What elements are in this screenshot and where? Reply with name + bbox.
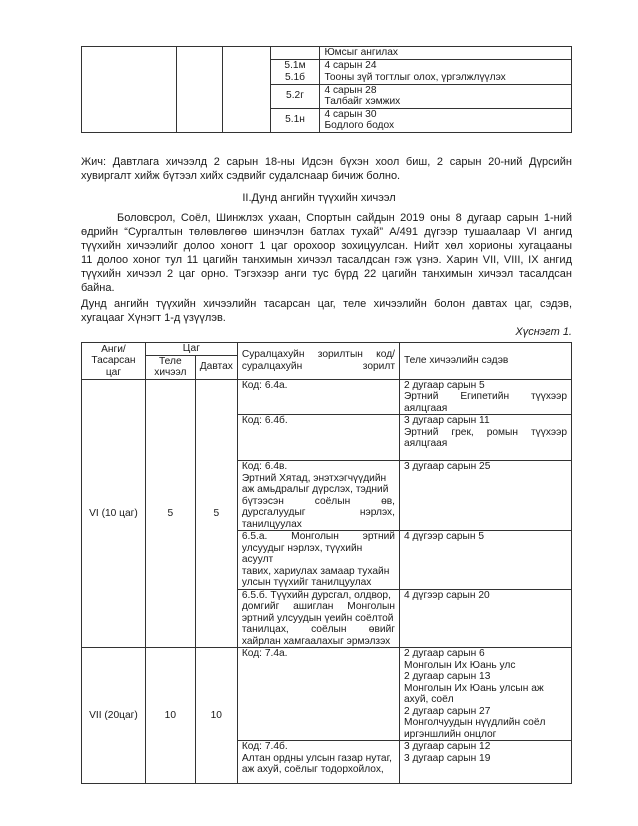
code-cell xyxy=(270,59,320,84)
objective-text: тавих, хариулах замаар тухайн xyxy=(241,565,390,577)
objective-text: Код: 7.4а. xyxy=(241,648,288,659)
paragraph-line: байна. xyxy=(81,282,115,294)
topic-cell xyxy=(399,741,571,784)
topic-text: Бодлого бодох xyxy=(324,120,395,131)
header-tele-lesson xyxy=(145,355,195,379)
topic-cell xyxy=(399,461,571,531)
objective-cell xyxy=(237,461,399,531)
empty-cell xyxy=(222,47,270,133)
objective-text: аж ахуй, соёлыг тодорхойлох, xyxy=(241,764,384,775)
objective-text: дурсгалуудыг нэрлэх, xyxy=(241,507,395,518)
paragraph-line: өдрийн “Сургалтын төлөвлөгөө шинэчлэн батлах тухай” А/491 дүгээр тушаалаар VI ангид xyxy=(81,226,572,238)
topic-text: 3 дугаар сарын 19 xyxy=(403,752,491,764)
topic-text: Талбайг хэмжих xyxy=(324,96,401,107)
objective-text: танилцах, соёлын өвийг xyxy=(241,624,395,635)
empty-cell xyxy=(82,47,177,133)
grade-cell: VI (10 цаг) xyxy=(82,379,146,648)
topic-text: иргэншлийн онцлог xyxy=(403,728,497,740)
table-caption: Хүснэгт 1. xyxy=(515,326,572,338)
code-text: 5.1м xyxy=(284,59,306,71)
objective-text: Код: 6.4а. xyxy=(241,379,288,391)
objective-text: домгийг ашиглан Монголын xyxy=(241,601,395,612)
objective-text: бүтээсэн соёлын өв, xyxy=(241,495,395,507)
header-text: Теле xyxy=(159,355,182,367)
objective-text: танилцуулах xyxy=(241,518,302,530)
topic-text: 2 дугаар сарын 13 xyxy=(403,671,491,682)
code-cell xyxy=(270,47,320,60)
objective-text: Код: 6.4в. xyxy=(241,461,288,472)
topic-text: 4 сарын 30 xyxy=(324,108,377,120)
topic-text: аялцгаая xyxy=(403,402,448,414)
header-text: Тасарсан xyxy=(91,355,136,366)
header-tele-topic: Теле хичээлийн сэдэв xyxy=(399,343,571,380)
topic-text: Монголын Их Юань улс xyxy=(403,659,516,671)
objective-cell xyxy=(237,648,399,741)
topic-text: Монголын Их Юань улсын аж xyxy=(403,682,544,694)
empty-cell xyxy=(176,47,222,133)
paragraph-summary xyxy=(81,297,572,325)
topic-text: ахуй, соёл xyxy=(403,694,454,705)
header-text: хичээл xyxy=(154,367,187,378)
topic-text: Монголчуудын нүүдлийн соёл xyxy=(403,717,546,728)
tele-count-cell: 10 xyxy=(145,648,195,784)
topic-text: 2 дугаар сарын 6 xyxy=(403,648,485,659)
objective-text: улсын түүхийг танилцуулах xyxy=(241,577,372,588)
paragraph-intro xyxy=(81,211,572,295)
paragraph-line: хугацааг Хүнэгт 1-д үзүүлэв. xyxy=(81,312,226,324)
topic-text: 4 сарын 28 xyxy=(324,84,377,96)
topic-text: 2 дугаар сарын 27 xyxy=(403,705,491,717)
topic-text: 3 дугаар сарын 12 xyxy=(403,741,491,752)
objective-text: улсуудыг нэрлэх, түүхийн асуулт xyxy=(241,542,363,565)
topic-text: Тооны зүй тогтлыг олох, үргэлжлүүлэх xyxy=(324,71,506,83)
code-cell: 5.1н xyxy=(270,108,320,132)
topic-cell xyxy=(320,59,572,84)
topic-cell: Юмсыг ангилах xyxy=(320,47,572,60)
code-cell: 5.2г xyxy=(270,84,320,108)
topic-cell xyxy=(399,589,571,648)
header-grade xyxy=(82,343,146,380)
topic-text: 3 дугаар сарын 11 xyxy=(403,415,490,426)
header-review: Давтах xyxy=(195,355,237,379)
header-hours: Цаг xyxy=(145,343,237,356)
topic-text: 3 дугаар сарын 25 xyxy=(403,461,491,472)
objective-cell xyxy=(237,531,399,590)
paragraph-line: Дунд ангийн түүхийн хичээлийн тасарсан цаг, теле хичээлийн болон давтах цаг, сэдэв, xyxy=(81,298,572,310)
tele-count-cell: 5 xyxy=(145,379,195,648)
header-objective: Суралцахуйн зорилтын код/ суралцахуйн зорилт xyxy=(237,343,399,380)
objective-text: Эртний Хятад, энэтхэгчүүдийн xyxy=(241,472,387,484)
header-text: Анги/ xyxy=(101,343,126,355)
continuation-table xyxy=(81,46,572,133)
objective-text: Код: 6.4б. xyxy=(241,415,288,426)
note-paragraph: Жич: Давтлага хичээлд 2 сарын 18-ны Идсэн бүхэн хоол биш, 2 сарын 20-ний Дүрсийн хувиргалт хийж бүтээл хийх сэдвийг судалснаар бичиж болно. xyxy=(81,156,572,182)
topic-cell xyxy=(399,531,571,590)
objective-text: Код: 7.4б. xyxy=(241,741,288,752)
objective-text: эртний улсуудын үеийн соёлтой xyxy=(241,612,394,624)
topic-cell xyxy=(399,415,571,461)
objective-cell xyxy=(237,741,399,784)
topic-text: 4 дүгээр сарын 5 xyxy=(403,531,484,542)
paragraph-line: Боловсрол, Соёл, Шинжлэх ухаан, Спортын сайдын 2019 оны 8 дугаар сарын 1-ний xyxy=(117,212,572,224)
objective-text: Алтан ордны улсын газар нутаг, xyxy=(241,752,392,764)
topic-cell xyxy=(399,379,571,415)
topic-text: 2 дугаар сарын 5 xyxy=(403,379,485,391)
topic-text: Эртний грек, ромын түүхээр xyxy=(403,426,567,438)
grade-cell: VII (20цаг) xyxy=(82,648,146,784)
paragraph-line: түүхийн хичээлийг долоо хоногт 1 цаг орохоор зохицуулсан. Нийт хөл хорионы хугацааны xyxy=(81,240,572,252)
topic-text: 4 сарын 24 xyxy=(324,59,377,71)
topic-text: 4 дүгээр сарын 20 xyxy=(403,589,490,601)
topic-cell xyxy=(320,108,572,132)
review-count-cell: 5 xyxy=(195,379,237,648)
objective-cell xyxy=(237,379,399,415)
objective-cell xyxy=(237,589,399,648)
objective-cell xyxy=(237,415,399,461)
objective-text: 6.5.а. Монголын эртний xyxy=(241,531,395,542)
review-count-cell: 10 xyxy=(195,648,237,784)
section-heading: II.Дунд ангийн түүхийн хичээл xyxy=(242,192,396,204)
objective-text: аж амьдралыг дүрслэх, тэдний xyxy=(241,484,389,495)
topic-cell xyxy=(320,84,572,108)
topic-text: Эртний Египетийн түүхээр xyxy=(403,391,567,402)
paragraph-line: түүхийн хичээл 2 цаг орно. Тэгэхээр анги тус бүрд 22 цагийн танхимын хичээл тасалдсан xyxy=(81,268,572,280)
topic-cell xyxy=(399,648,571,741)
objective-text: хайрлан хамгаалахыг эрмэлзэх xyxy=(241,635,391,647)
code-text: 5.1б xyxy=(285,71,305,83)
history-lessons-table xyxy=(81,342,572,784)
paragraph-line: 11 долоо хоног тул 11 цагийн танхимын хичээл тасалдсан гэж үзнэ. Харин VII, VIII, IX ангид xyxy=(81,254,572,266)
header-text: цаг xyxy=(105,366,122,378)
objective-text: 6.5.б. Түүхийн дурсгал, олдвор, xyxy=(241,589,391,601)
topic-text: аялцгаая xyxy=(403,438,448,449)
